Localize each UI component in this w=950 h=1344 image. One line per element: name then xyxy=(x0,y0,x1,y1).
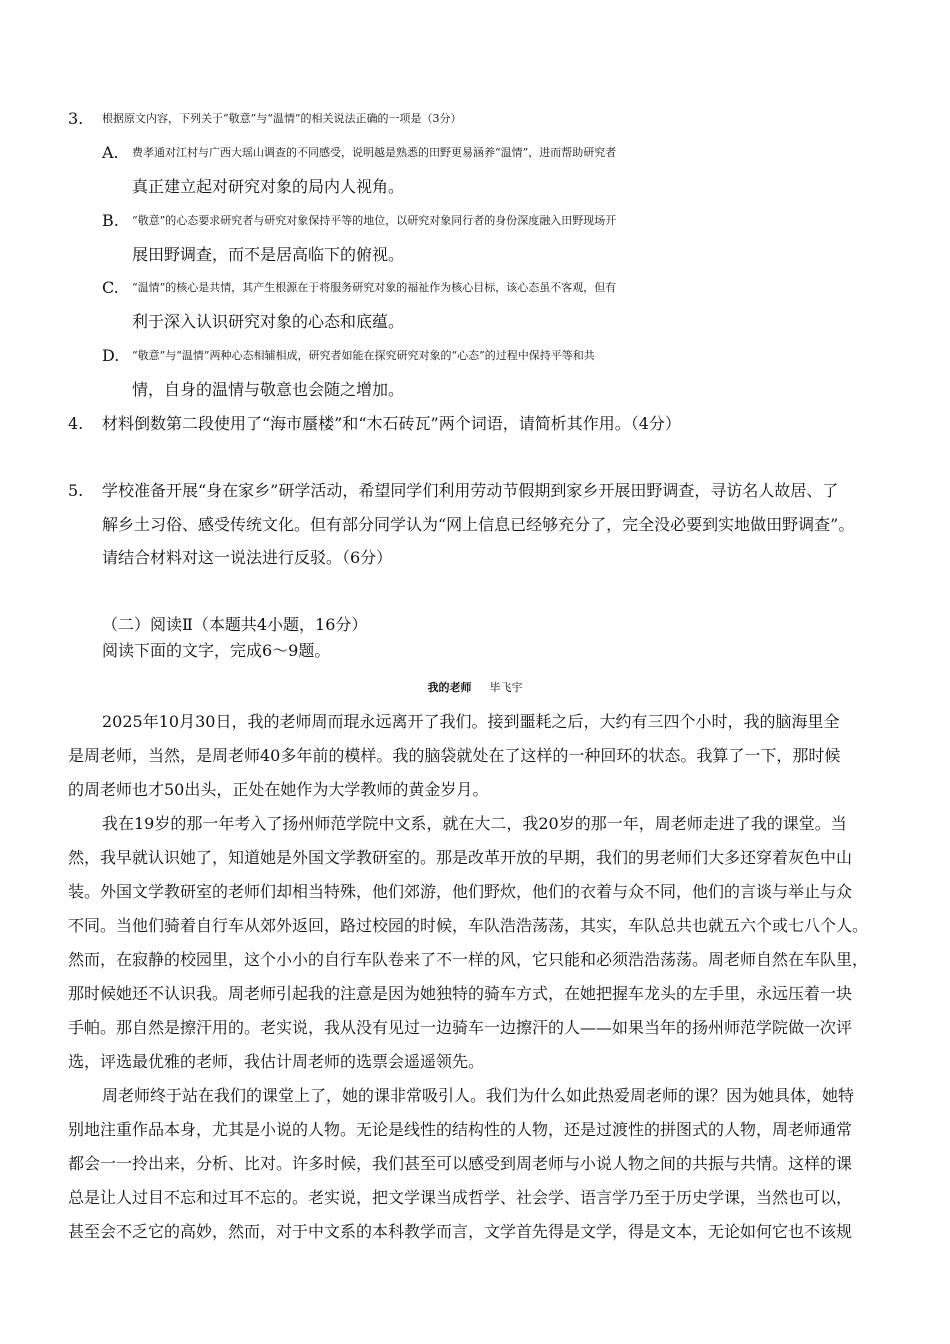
q3-option-d-line2: 情，自身的温情与敬意也会随之增加。 xyxy=(132,380,405,399)
article-line: 装。外国文学教研室的老师们却相当特殊，他们郊游，他们野炊，他们的衣着与众不同，他们的言谈与举止与众 xyxy=(68,882,853,901)
article-line: 那时候她还不认识我。周老师引起我的注意是因为她独特的骑车方式，在她把握车龙头的左手里，永远压着一块 xyxy=(68,984,853,1003)
article-title: 我的老师 xyxy=(427,681,472,694)
article-line: 周老师终于站在我们的课堂上了，她的课非常吸引人。我们为什么如此热爱周老师的课？因为她具体，她特 xyxy=(102,1086,855,1105)
q5-line3: 请结合材料对这一说法进行反驳。（6分） xyxy=(102,548,393,567)
q3-option-b-line2: 展田野调查，而不是居高临下的俯视。 xyxy=(132,245,405,264)
q3-option-b-label: B. xyxy=(102,211,119,230)
q3-option-c-line1: “温情”的核心是共情，其产生根源在于将服务研究对象的福祉作为核心目标，该心态虽不客观，但有 xyxy=(132,281,617,294)
q5-number: 5. xyxy=(68,481,84,500)
article-line: 手帕。那自然是擦汗用的。老实说，我从没有见过一边骑车一边擦汗的人——如果当年的扬州师范学院做一次评 xyxy=(68,1018,853,1037)
article-line: 然，我早就认识她了，知道她是外国文学教研室的。那是改革开放的早期，我们的男老师们大多还穿着灰色中山 xyxy=(68,848,853,867)
q3-option-a-label: A. xyxy=(102,143,119,162)
q3-option-a-line2: 真正建立起对研究对象的局内人视角。 xyxy=(132,177,405,196)
article-line: 2025年10月30日，我的老师周而琨永远离开了我们。接到噩耗之后，大约有三四个小时，我的脑海里全 xyxy=(102,712,840,731)
q4-number: 4. xyxy=(68,414,84,433)
section-instruction: 阅读下面的文字，完成6～9题。 xyxy=(102,641,331,660)
section-heading: （二）阅读Ⅱ（本题共4小题，16分） xyxy=(102,615,368,634)
article-line: 都会一一拎出来，分析、比对。许多时候，我们甚至可以感受到周老师与小说人物之间的共振与共情。这样的课 xyxy=(68,1154,853,1173)
q4-text: 材料倒数第二段使用了“海市蜃楼”和“木石砖瓦”两个词语，请简析其作用。（4分） xyxy=(102,414,681,433)
article-line: 的周老师也才50出头，正处在她作为大学教师的黄金岁月。 xyxy=(68,780,489,799)
article-line: 选，评选最优雅的老师，我估计周老师的选票会遥遥领先。 xyxy=(68,1052,485,1071)
q3-option-a-line1: 费孝通对江村与广西大瑶山调查的不同感受，说明越是熟悉的田野更易涵养“温情”，进而帮助研究者 xyxy=(132,146,617,159)
q3-option-c-label: C. xyxy=(102,278,119,297)
article-line: 不同。当他们骑着自行车从郊外返回，路过校园的时候，车队浩浩荡荡，其实，车队总共也就五六个或七八个人。 xyxy=(68,916,869,935)
q3-option-d-label: D. xyxy=(102,346,120,365)
q5-line2: 解乡土习俗、感受传统文化。但有部分同学认为“网上信息已经够充分了，完全没必要到实地做田野调查”。 xyxy=(102,515,855,534)
article-heading xyxy=(0,678,950,698)
article-line: 总是让人过目不忘和过耳不忘的。老实说，把文学课当成哲学、社会学、语言学乃至于历史学课，当然也可以， xyxy=(68,1188,853,1207)
article-line: 我在19岁的那一年考入了扬州师范学院中文系，就在大二，我20岁的那一年，周老师走进了我的课堂。当 xyxy=(102,814,847,833)
q5-line1: 学校准备开展“身在家乡”研学活动，希望同学们利用劳动节假期到家乡开展田野调查，寻访名人故居、了 xyxy=(102,481,839,500)
article-line: 然而，在寂静的校园里，这个小小的自行车队卷来了不一样的风，它只能和必须浩浩荡荡。周老师自然在车队里， xyxy=(68,950,869,969)
article-line: 是周老师，当然，是周老师40多年前的模样。我的脑袋就处在了这样的一种回环的状态。我算了一下，那时候 xyxy=(68,746,841,765)
article-line: 别地注重作品本身，尤其是小说的人物。无论是线性的结构性的人物，还是过渡性的拼图式的人物，周老师通常 xyxy=(68,1120,853,1139)
q3-option-b-line1: “敬意”的心态要求研究者与研究对象保持平等的地位，以研究对象同行者的身份深度融入田野现场开 xyxy=(132,214,617,227)
article-author: 毕飞宇 xyxy=(489,681,523,694)
article-line: 甚至会不乏它的高妙，然而，对于中文系的本科教学而言，文学首先得是文学，得是文本，无论如何它也不该规 xyxy=(68,1222,853,1241)
q3-stem: 根据原文内容，下列关于“敬意”与“温情”的相关说法正确的一项是（3分） xyxy=(102,112,462,125)
q3-number: 3. xyxy=(68,109,84,128)
q3-option-d-line1: “敬意”与“温情”两种心态相辅相成，研究者如能在探究研究对象的“心态”的过程中保持平等和共 xyxy=(132,349,595,362)
q3-option-c-line2: 利于深入认识研究对象的心态和底蕴。 xyxy=(132,312,405,331)
